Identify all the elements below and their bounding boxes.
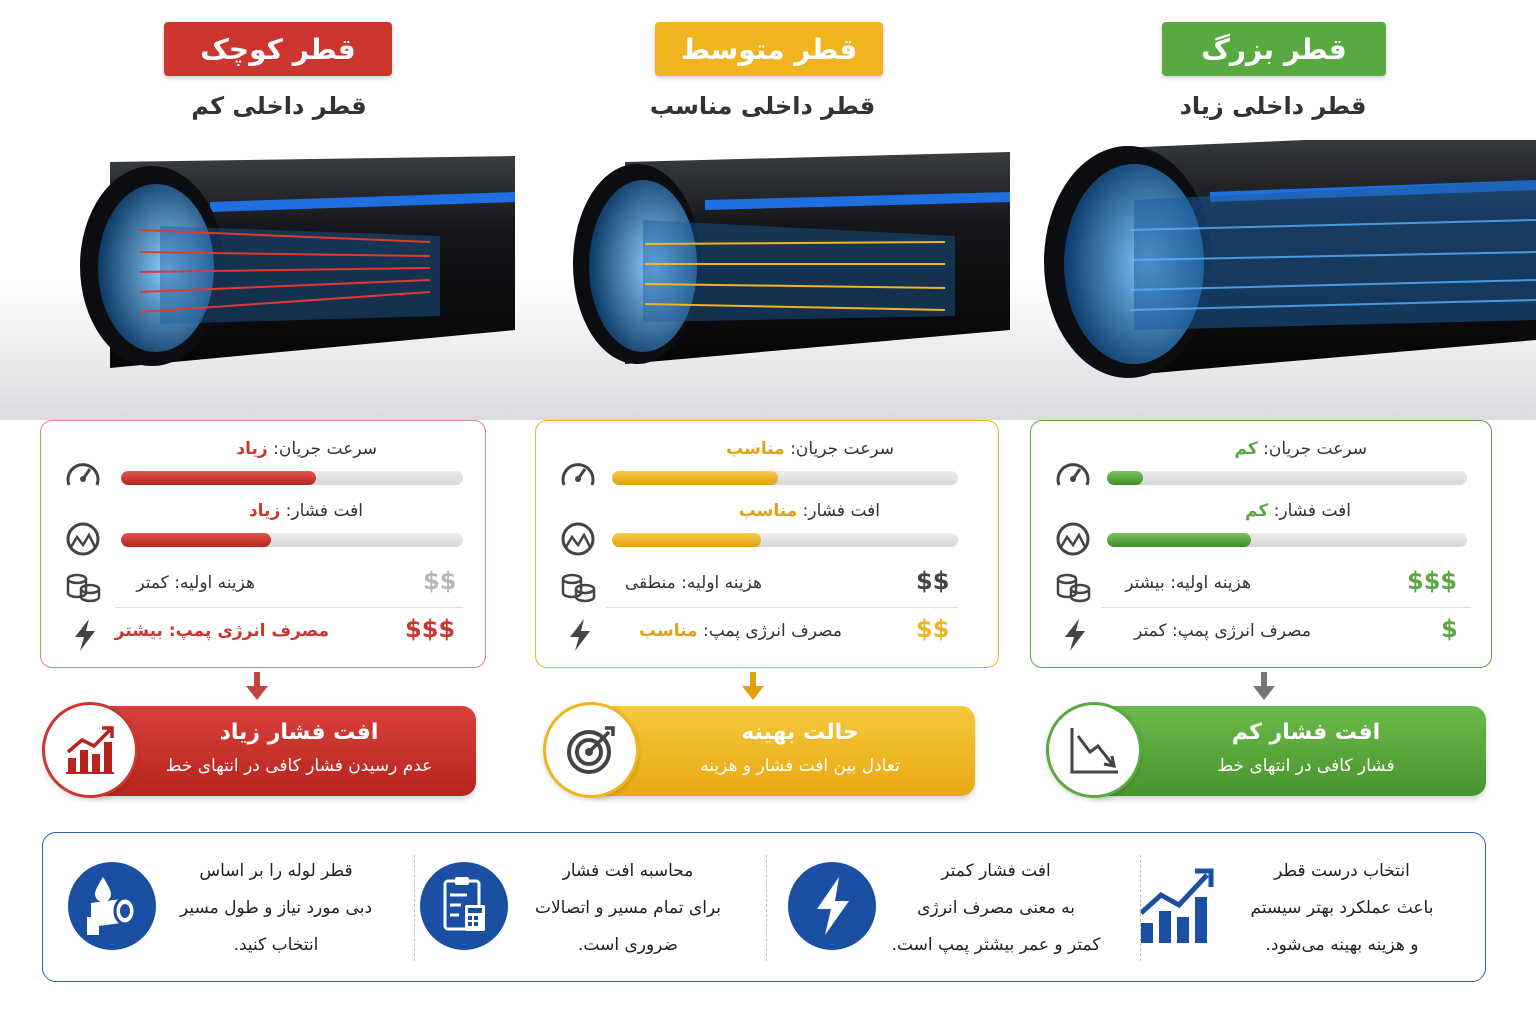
column-small-diameter: [0, 0, 515, 810]
initial-cost-value-medium: منطقی: [624, 573, 676, 593]
pressure-value-large: کم: [1245, 501, 1269, 521]
result-desc-large: فشار کافی در انتهای خط: [1217, 756, 1395, 776]
pressure-label-large: افت فشار: کم: [1245, 501, 1351, 521]
clipboard-calculator-icon: [419, 861, 509, 951]
lightning-bolt-icon: [65, 615, 105, 655]
title-small: قطر کوچک: [200, 32, 356, 66]
pressure-label-small: افت فشار: زیاد: [248, 501, 363, 521]
lightning-icon: [787, 861, 877, 951]
lightning-bolt-icon: [1055, 615, 1095, 655]
pressure-bar-medium: [612, 533, 958, 547]
column-medium-diameter: [515, 0, 1010, 810]
tip-selection: [1123, 833, 1475, 983]
tip-separator: [1140, 855, 1141, 961]
pressure-bar-large: [1107, 533, 1467, 547]
subtitle-medium: قطر داخلی مناسب: [649, 92, 876, 120]
title-badge-large: [1162, 22, 1386, 76]
result-medium: [543, 706, 975, 798]
initial-cost-sign-large: $$$: [1407, 567, 1458, 595]
divider: [115, 607, 463, 608]
initial-cost-value-large: بیشتر: [1125, 573, 1165, 593]
initial-cost-label-large: هزینه اولیه: بیشتر: [1125, 573, 1251, 593]
speedometer-icon: [1053, 455, 1093, 495]
flow-bar-small: [121, 471, 463, 485]
lightning-bolt-icon: [560, 615, 600, 655]
result-desc-medium: تعادل بین افت فشار و هزینه: [700, 756, 900, 776]
pressure-gauge-icon: [1053, 517, 1093, 557]
column-large-diameter: [1010, 0, 1536, 810]
trend-up-bars-icon: [42, 702, 138, 798]
title-badge-small: [164, 22, 392, 76]
tip-text: قطر لوله را بر اساس دبی مورد نیاز و طول مسیر انتخاب کنید.: [179, 861, 373, 955]
energy-value-large: کمتر: [1134, 621, 1167, 641]
flow-label-medium: سرعت جریان: مناسب: [726, 439, 894, 459]
pressure-gauge-icon: [558, 517, 598, 557]
tip-energy: [777, 833, 1129, 983]
coins-icon: [558, 567, 598, 607]
divider: [606, 607, 958, 608]
coins-icon: [63, 567, 103, 607]
tip-text: افت فشار کمتر به معنی مصرف انرژی کمتر و عمر بیشتر پمپ است.: [891, 861, 1101, 955]
stats-card-large: [1030, 420, 1492, 668]
energy-value-medium: مناسب: [639, 621, 698, 641]
arrow-down-icon: [244, 672, 270, 702]
result-pill-large: [1086, 706, 1486, 796]
title-large: قطر بزرگ: [1201, 32, 1347, 66]
speedometer-icon: [63, 455, 103, 495]
initial-cost-label-medium: هزینه اولیه: منطقی: [624, 573, 762, 593]
energy-sign-medium: $$: [916, 615, 950, 643]
pressure-bar-small: [121, 533, 463, 547]
stats-card-medium: [535, 420, 999, 668]
coins-icon: [1053, 567, 1093, 607]
result-title-medium: حالت بهینه: [741, 720, 859, 745]
arrow-down-icon: [1251, 672, 1277, 702]
tip-separator: [766, 855, 767, 961]
pipe-image-large: [1010, 140, 1536, 420]
result-small: [42, 706, 476, 798]
pressure-gauge-icon: [63, 517, 103, 557]
stats-card-small: [40, 420, 486, 668]
energy-label-medium: مصرف انرژی پمپ: مناسب: [639, 621, 842, 641]
tip-diameter-basis: [57, 833, 409, 983]
speedometer-icon: [558, 455, 598, 495]
initial-cost-value-small: کمتر: [136, 573, 169, 593]
tip-text: محاسبه افت فشار برای تمام مسیر و اتصالات ضروری است.: [534, 861, 722, 955]
growth-chart-icon: [1133, 861, 1223, 951]
flow-value-medium: مناسب: [726, 439, 785, 459]
flow-bar-large: [1107, 471, 1467, 485]
pressure-value-medium: مناسب: [738, 501, 798, 521]
flow-label-small: سرعت جریان: زیاد: [236, 439, 377, 459]
pipe-image-small: [0, 140, 515, 420]
pressure-value-small: زیاد: [248, 501, 281, 521]
result-pill-medium: [585, 706, 975, 796]
flow-label-large: سرعت جریان: کم: [1234, 439, 1367, 459]
energy-label-large: مصرف انرژی پمپ: کمتر: [1134, 621, 1311, 641]
result-desc-small: عدم رسیدن فشار کافی در انتهای خط: [165, 756, 433, 776]
initial-cost-label-small: هزینه اولیه: کمتر: [136, 573, 255, 593]
initial-cost-sign-medium: $$: [916, 567, 950, 595]
energy-label-small: مصرف انرژی پمپ: بیشتر: [114, 621, 329, 641]
flow-value-large: کم: [1234, 439, 1258, 459]
energy-sign-small: $$$: [405, 615, 456, 643]
subtitle-large: قطر داخلی زیاد: [1179, 92, 1367, 120]
flow-bar-medium: [612, 471, 958, 485]
flow-value-small: زیاد: [236, 439, 268, 459]
subtitle-small: قطر داخلی کم: [191, 92, 367, 120]
tips-panel: [42, 832, 1486, 982]
pipe-image-medium: [515, 140, 1010, 420]
result-title-large: افت فشار کم: [1231, 720, 1381, 745]
title-medium: قطر متوسط: [680, 32, 858, 66]
initial-cost-sign-small: $$: [423, 567, 457, 595]
energy-sign-large: $: [1441, 615, 1458, 643]
trend-down-icon: [1046, 702, 1142, 798]
target-icon: [543, 702, 639, 798]
title-badge-medium: [655, 22, 883, 76]
result-title-small: افت فشار زیاد: [219, 720, 379, 745]
pipe-drop-icon: [67, 861, 157, 951]
tip-calculation: [409, 833, 761, 983]
tip-text: انتخاب درست قطر باعث عملکرد بهتر سیستم و هزینه بهینه می‌شود.: [1250, 861, 1434, 955]
arrow-down-icon: [740, 672, 766, 702]
pressure-label-medium: افت فشار: مناسب: [738, 501, 880, 521]
divider: [1101, 607, 1471, 608]
result-large: [1046, 706, 1486, 798]
result-pill-small: [82, 706, 476, 796]
tip-separator: [414, 855, 415, 961]
energy-value-small: بیشتر: [114, 621, 163, 641]
